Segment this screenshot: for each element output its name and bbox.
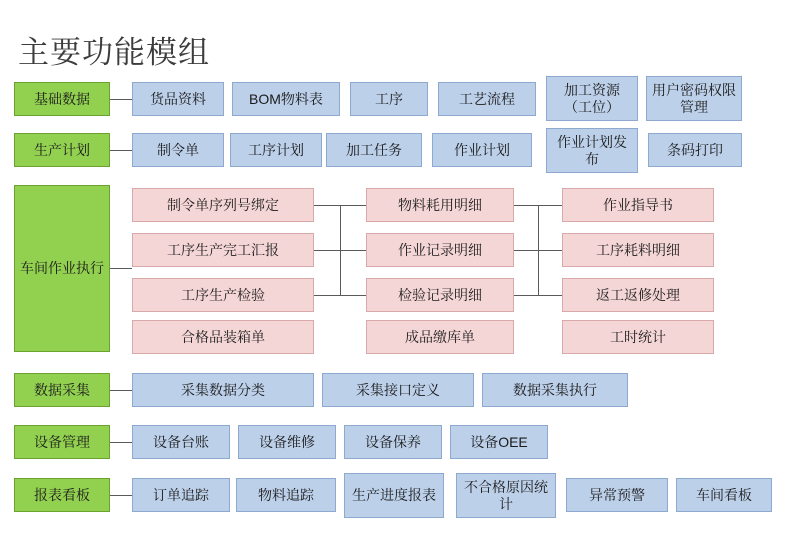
node-plan-publish[interactable]: 作业计划发布 — [546, 128, 638, 173]
node-report-order-tracking[interactable]: 订单追踪 — [132, 478, 230, 512]
node-report-shopfloor-board[interactable]: 车间看板 — [676, 478, 772, 512]
node-plan-process[interactable]: 工序计划 — [230, 133, 322, 167]
connector-row4 — [110, 390, 132, 391]
node-collect-interface[interactable]: 采集接口定义 — [322, 373, 474, 407]
node-equip-ledger[interactable]: 设备台账 — [132, 425, 230, 459]
node-equip-oee[interactable]: 设备OEE — [450, 425, 548, 459]
connector-row6 — [110, 495, 132, 496]
node-exec-finished-warehousing[interactable]: 成品缴库单 — [366, 320, 514, 354]
node-basic-goods[interactable]: 货品资料 — [132, 82, 224, 116]
category-production-plan[interactable]: 生产计划 — [14, 133, 110, 167]
connector-exec-vertical-right — [538, 205, 539, 295]
node-basic-bom[interactable]: BOM物料表 — [232, 82, 340, 116]
node-exec-process-material[interactable]: 工序耗料明细 — [562, 233, 714, 267]
node-exec-rework[interactable]: 返工返修处理 — [562, 278, 714, 312]
node-plan-work[interactable]: 作业计划 — [432, 133, 532, 167]
node-exec-completion-report[interactable]: 工序生产完工汇报 — [132, 233, 314, 267]
node-basic-process[interactable]: 工序 — [350, 82, 428, 116]
page-title: 主要功能模组 — [18, 34, 210, 70]
node-plan-task[interactable]: 加工任务 — [326, 133, 422, 167]
connector-row1 — [110, 99, 132, 100]
connector-row2 — [110, 150, 132, 151]
category-equipment-management[interactable]: 设备管理 — [14, 425, 110, 459]
node-basic-resource[interactable]: 加工资源（工位） — [546, 76, 638, 121]
connector-exec-vertical-left — [340, 205, 341, 295]
connector-exec-r3-b — [514, 295, 562, 296]
node-exec-process-inspection[interactable]: 工序生产检验 — [132, 278, 314, 312]
node-report-alarm[interactable]: 异常预警 — [566, 478, 668, 512]
node-report-material-tracking[interactable]: 物料追踪 — [236, 478, 336, 512]
node-report-progress[interactable]: 生产进度报表 — [344, 473, 444, 518]
connector-row3 — [110, 268, 132, 269]
node-exec-work-hours[interactable]: 工时统计 — [562, 320, 714, 354]
node-basic-user-permission[interactable]: 用户密码权限管理 — [646, 76, 742, 121]
category-data-collection[interactable]: 数据采集 — [14, 373, 110, 407]
node-collect-category[interactable]: 采集数据分类 — [132, 373, 314, 407]
node-equip-repair[interactable]: 设备维修 — [238, 425, 336, 459]
node-exec-inspection-record[interactable]: 检验记录明细 — [366, 278, 514, 312]
node-exec-material-usage[interactable]: 物料耗用明细 — [366, 188, 514, 222]
node-plan-barcode[interactable]: 条码打印 — [648, 133, 742, 167]
category-basic-data[interactable]: 基础数据 — [14, 82, 110, 116]
node-report-defect-reason[interactable]: 不合格原因统计 — [456, 473, 556, 518]
node-exec-serial-binding[interactable]: 制令单序列号绑定 — [132, 188, 314, 222]
node-plan-order[interactable]: 制令单 — [132, 133, 224, 167]
node-equip-maintenance[interactable]: 设备保养 — [344, 425, 442, 459]
category-report-dashboard[interactable]: 报表看板 — [14, 478, 110, 512]
node-exec-work-record[interactable]: 作业记录明细 — [366, 233, 514, 267]
connector-exec-r3-a — [314, 295, 366, 296]
node-collect-execute[interactable]: 数据采集执行 — [482, 373, 628, 407]
connector-row5 — [110, 442, 132, 443]
node-basic-route[interactable]: 工艺流程 — [438, 82, 536, 116]
category-shopfloor-execution[interactable]: 车间作业执行 — [14, 185, 110, 352]
node-exec-packing-list[interactable]: 合格品装箱单 — [132, 320, 314, 354]
node-exec-work-instruction[interactable]: 作业指导书 — [562, 188, 714, 222]
